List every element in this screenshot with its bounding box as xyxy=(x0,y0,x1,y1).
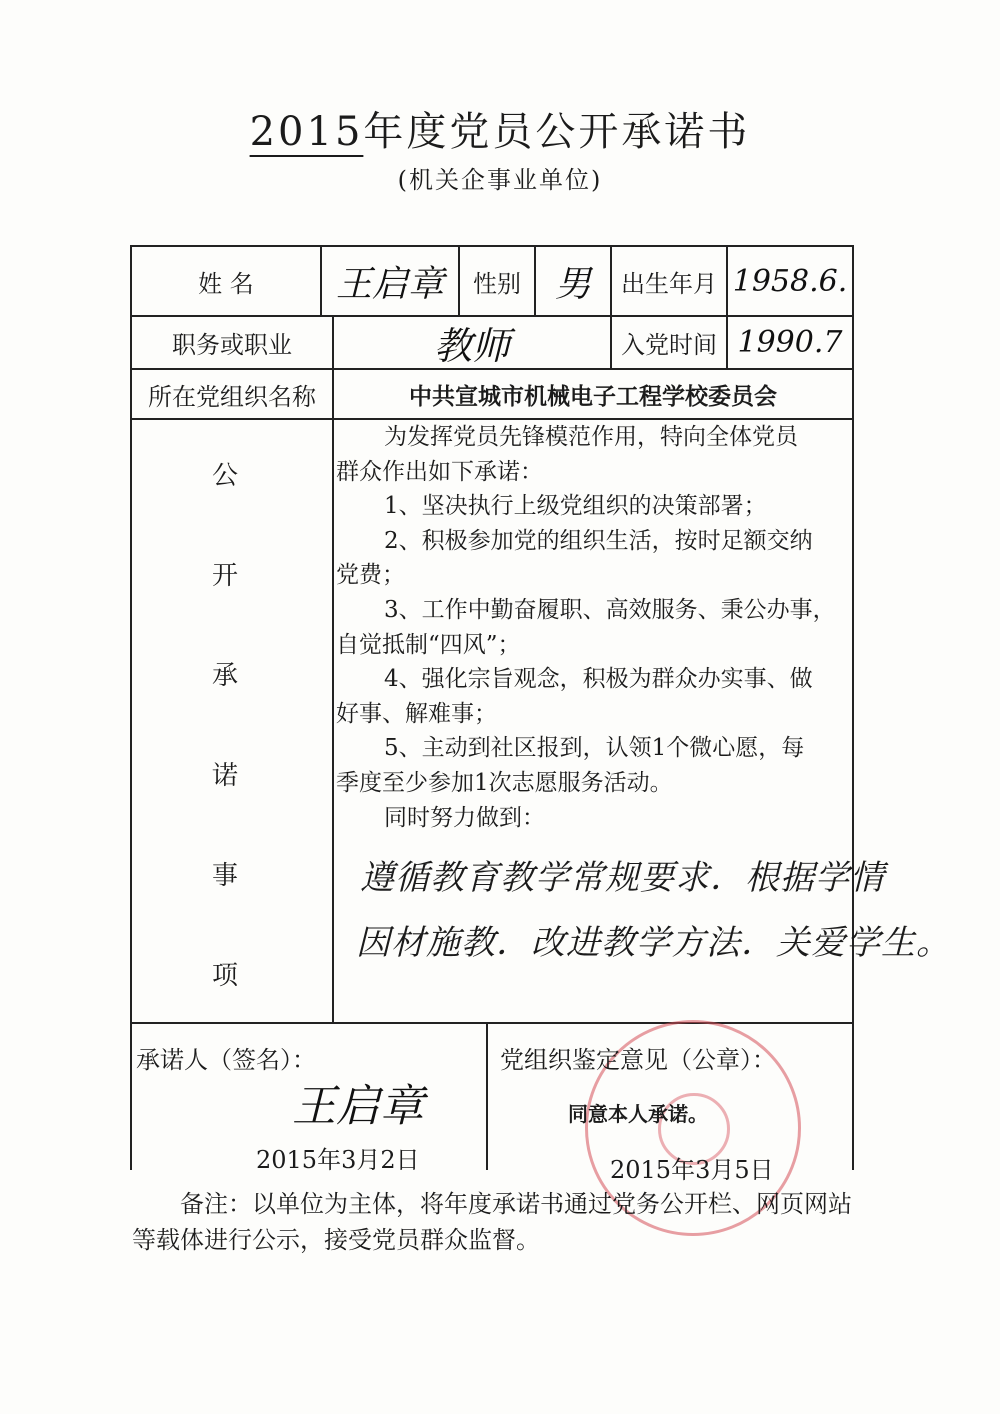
commitment-item-5b: 季度至少参加1次志愿服务活动。 xyxy=(336,769,673,796)
commitment-item-4b: 好事、解难事； xyxy=(336,700,497,727)
page-title xyxy=(0,100,1000,157)
side-char: 诺 xyxy=(211,761,238,791)
commitment-item-3b: 自觉抵制“四风”； xyxy=(336,631,521,658)
org-label: 所在党组织名称 xyxy=(148,382,316,411)
side-char: 公 xyxy=(211,461,238,491)
commitment-text xyxy=(336,420,852,835)
commitment-intro-1: 为发挥党员先锋模范作用，特向全体党员 xyxy=(384,424,798,450)
org-opinion-label: 党组织鉴定意见（公章）： xyxy=(500,1046,776,1074)
promiser-label: 承诺人（签名）： xyxy=(136,1046,316,1074)
join-label: 入党时间 xyxy=(621,331,717,359)
commitment-item-5a: 5、主动到社区报到，认领1个微心愿，每 xyxy=(384,735,805,762)
gender-value: 男 xyxy=(554,263,591,305)
name-value: 王启章 xyxy=(335,263,444,305)
side-char: 项 xyxy=(211,961,238,991)
org-date: 2015年3月5日 xyxy=(610,1156,774,1184)
job-label: 职务或职业 xyxy=(172,331,292,359)
gender-label: 性别 xyxy=(473,269,521,298)
promiser-signature: 王启章 xyxy=(292,1081,424,1132)
footnote-text: 备注：以单位为主体，将年度承诺书通过党务公开栏、网页网站等载体进行公示，接受党员群众监督。 xyxy=(132,1190,852,1254)
side-char: 事 xyxy=(211,861,238,891)
title-year: 2015 xyxy=(249,109,364,155)
commitment-item-1: 1、坚决执行上级党组织的决策部署； xyxy=(384,493,767,520)
org-value: 中共宣城市机械电子工程学校委员会 xyxy=(409,382,777,410)
commitment-item-2a: 2、积极参加党的组织生活，按时足额交纳 xyxy=(384,527,813,554)
promiser-date: 2015年3月2日 xyxy=(256,1146,420,1174)
join-value: 1990.7 xyxy=(737,325,843,360)
commitment-also: 同时努力做到： xyxy=(384,804,545,831)
page-subtitle: (机关企事业单位) xyxy=(397,166,603,194)
handwritten-line-2: 因材施教．改进教学方法．关爱学生。 xyxy=(356,923,951,963)
footnote xyxy=(132,1186,862,1258)
title-text: 年度党员公开承诺书 xyxy=(363,109,751,155)
side-char: 开 xyxy=(211,561,238,591)
birth-value: 1958.6. xyxy=(732,263,848,299)
org-opinion: 同意本人承诺。 xyxy=(568,1102,708,1126)
commitment-intro-2: 群众作出如下承诺： xyxy=(336,458,543,485)
commitment-item-4a: 4、强化宗旨观念，积极为群众办实事、做 xyxy=(384,666,813,693)
handwritten-line-1: 遵循教育教学常规要求．根据学情 xyxy=(360,858,885,898)
commitment-item-2b: 党费； xyxy=(336,562,405,589)
job-value: 教师 xyxy=(433,324,510,368)
name-label: 姓 名 xyxy=(198,269,254,298)
side-char: 承 xyxy=(211,661,238,691)
birth-label: 出生年月 xyxy=(621,269,717,298)
commitment-item-3a: 3、工作中勤奋履职、高效服务、秉公办事， xyxy=(384,596,836,623)
